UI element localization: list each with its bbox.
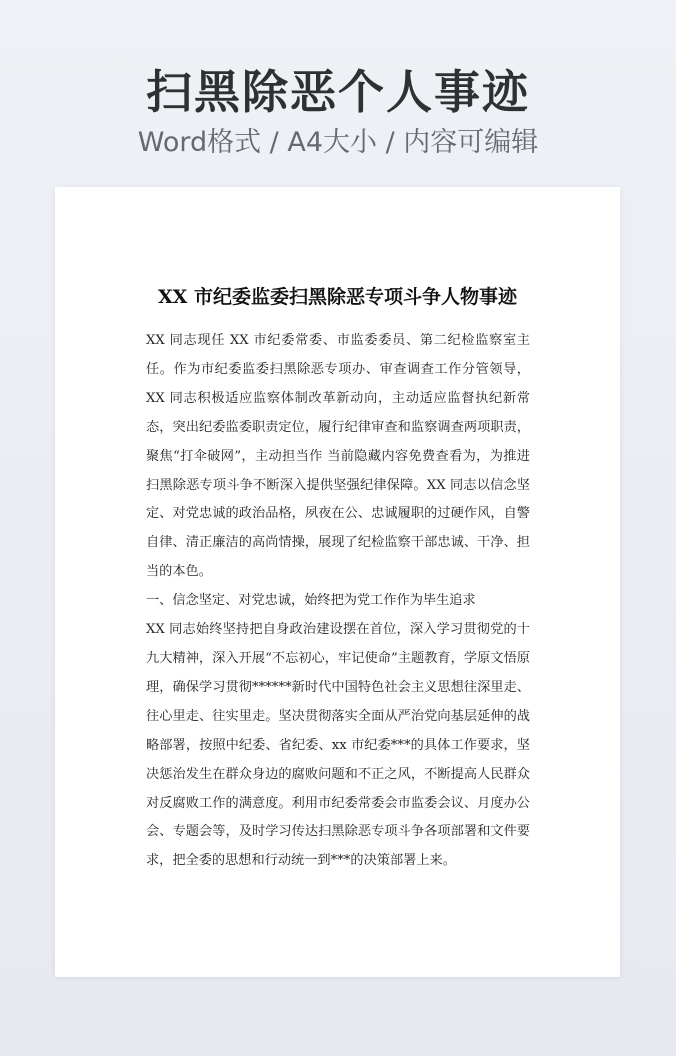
paragraph-intro: XX 同志现任 XX 市纪委常委、市监委委员、第二纪检监察室主任。作为市纪委监委扫黑除恶专项办、审查调查工作分管领导，XX 同志积极适应监察体制改革新动向，主动适应监督执纪新常态，突出纪委监委职责定位，履行纪律审查和监察调查两项职责，聚焦“打伞破网”，主动担当作 当前隐藏内容免费查看为，为推进扫黑除恶专项斗争不断深入提供坚强纪律保障。XX 同志以信念坚定、对党忠诚的政治品格，夙夜在公、忠诚履职的过硬作风，自警自律、清正廉洁的高尚情操，展现了纪检监察干部忠诚、干净、担当的本色。 (146, 333, 530, 580)
document-title: XX 市纪委监委扫黑除恶专项斗争人物事迹 (157, 286, 518, 308)
document-body (146, 327, 530, 876)
page-subtitle: Word格式 / A4大小 / 内容可编辑 (137, 127, 539, 158)
page-header (0, 62, 676, 162)
paragraph-section-1: XX 同志始终坚持把自身政治建设摆在首位，深入学习贯彻党的十九大精神，深入开展“不忘初心，牢记使命”主题教育，学原文悟原理，确保学习贯彻******新时代中国特色社会主义思想往深里走、往心里走、往实里走。坚决贯彻落实全面从严治党向基层延伸的战略部署，按照中纪委、省纪委、xx 市纪委***的具体工作要求，坚决惩治发生在群众身边的腐败问题和不正之风，不断提高人民群众对反腐败工作的满意度。利用市纪委常委会市监委会议、月度办公会、专题会等，及时学习传达扫黑除恶专项斗争各项部署和文件要求，把全委的思想和行动统一到***的决策部署上来。 (146, 622, 530, 869)
page-title: 扫黑除恶个人事迹 (146, 65, 530, 119)
section-heading-1: 一、信念坚定、对党忠诚，始终把为党工作作为毕生追求 (146, 593, 476, 609)
document-page (55, 187, 620, 977)
